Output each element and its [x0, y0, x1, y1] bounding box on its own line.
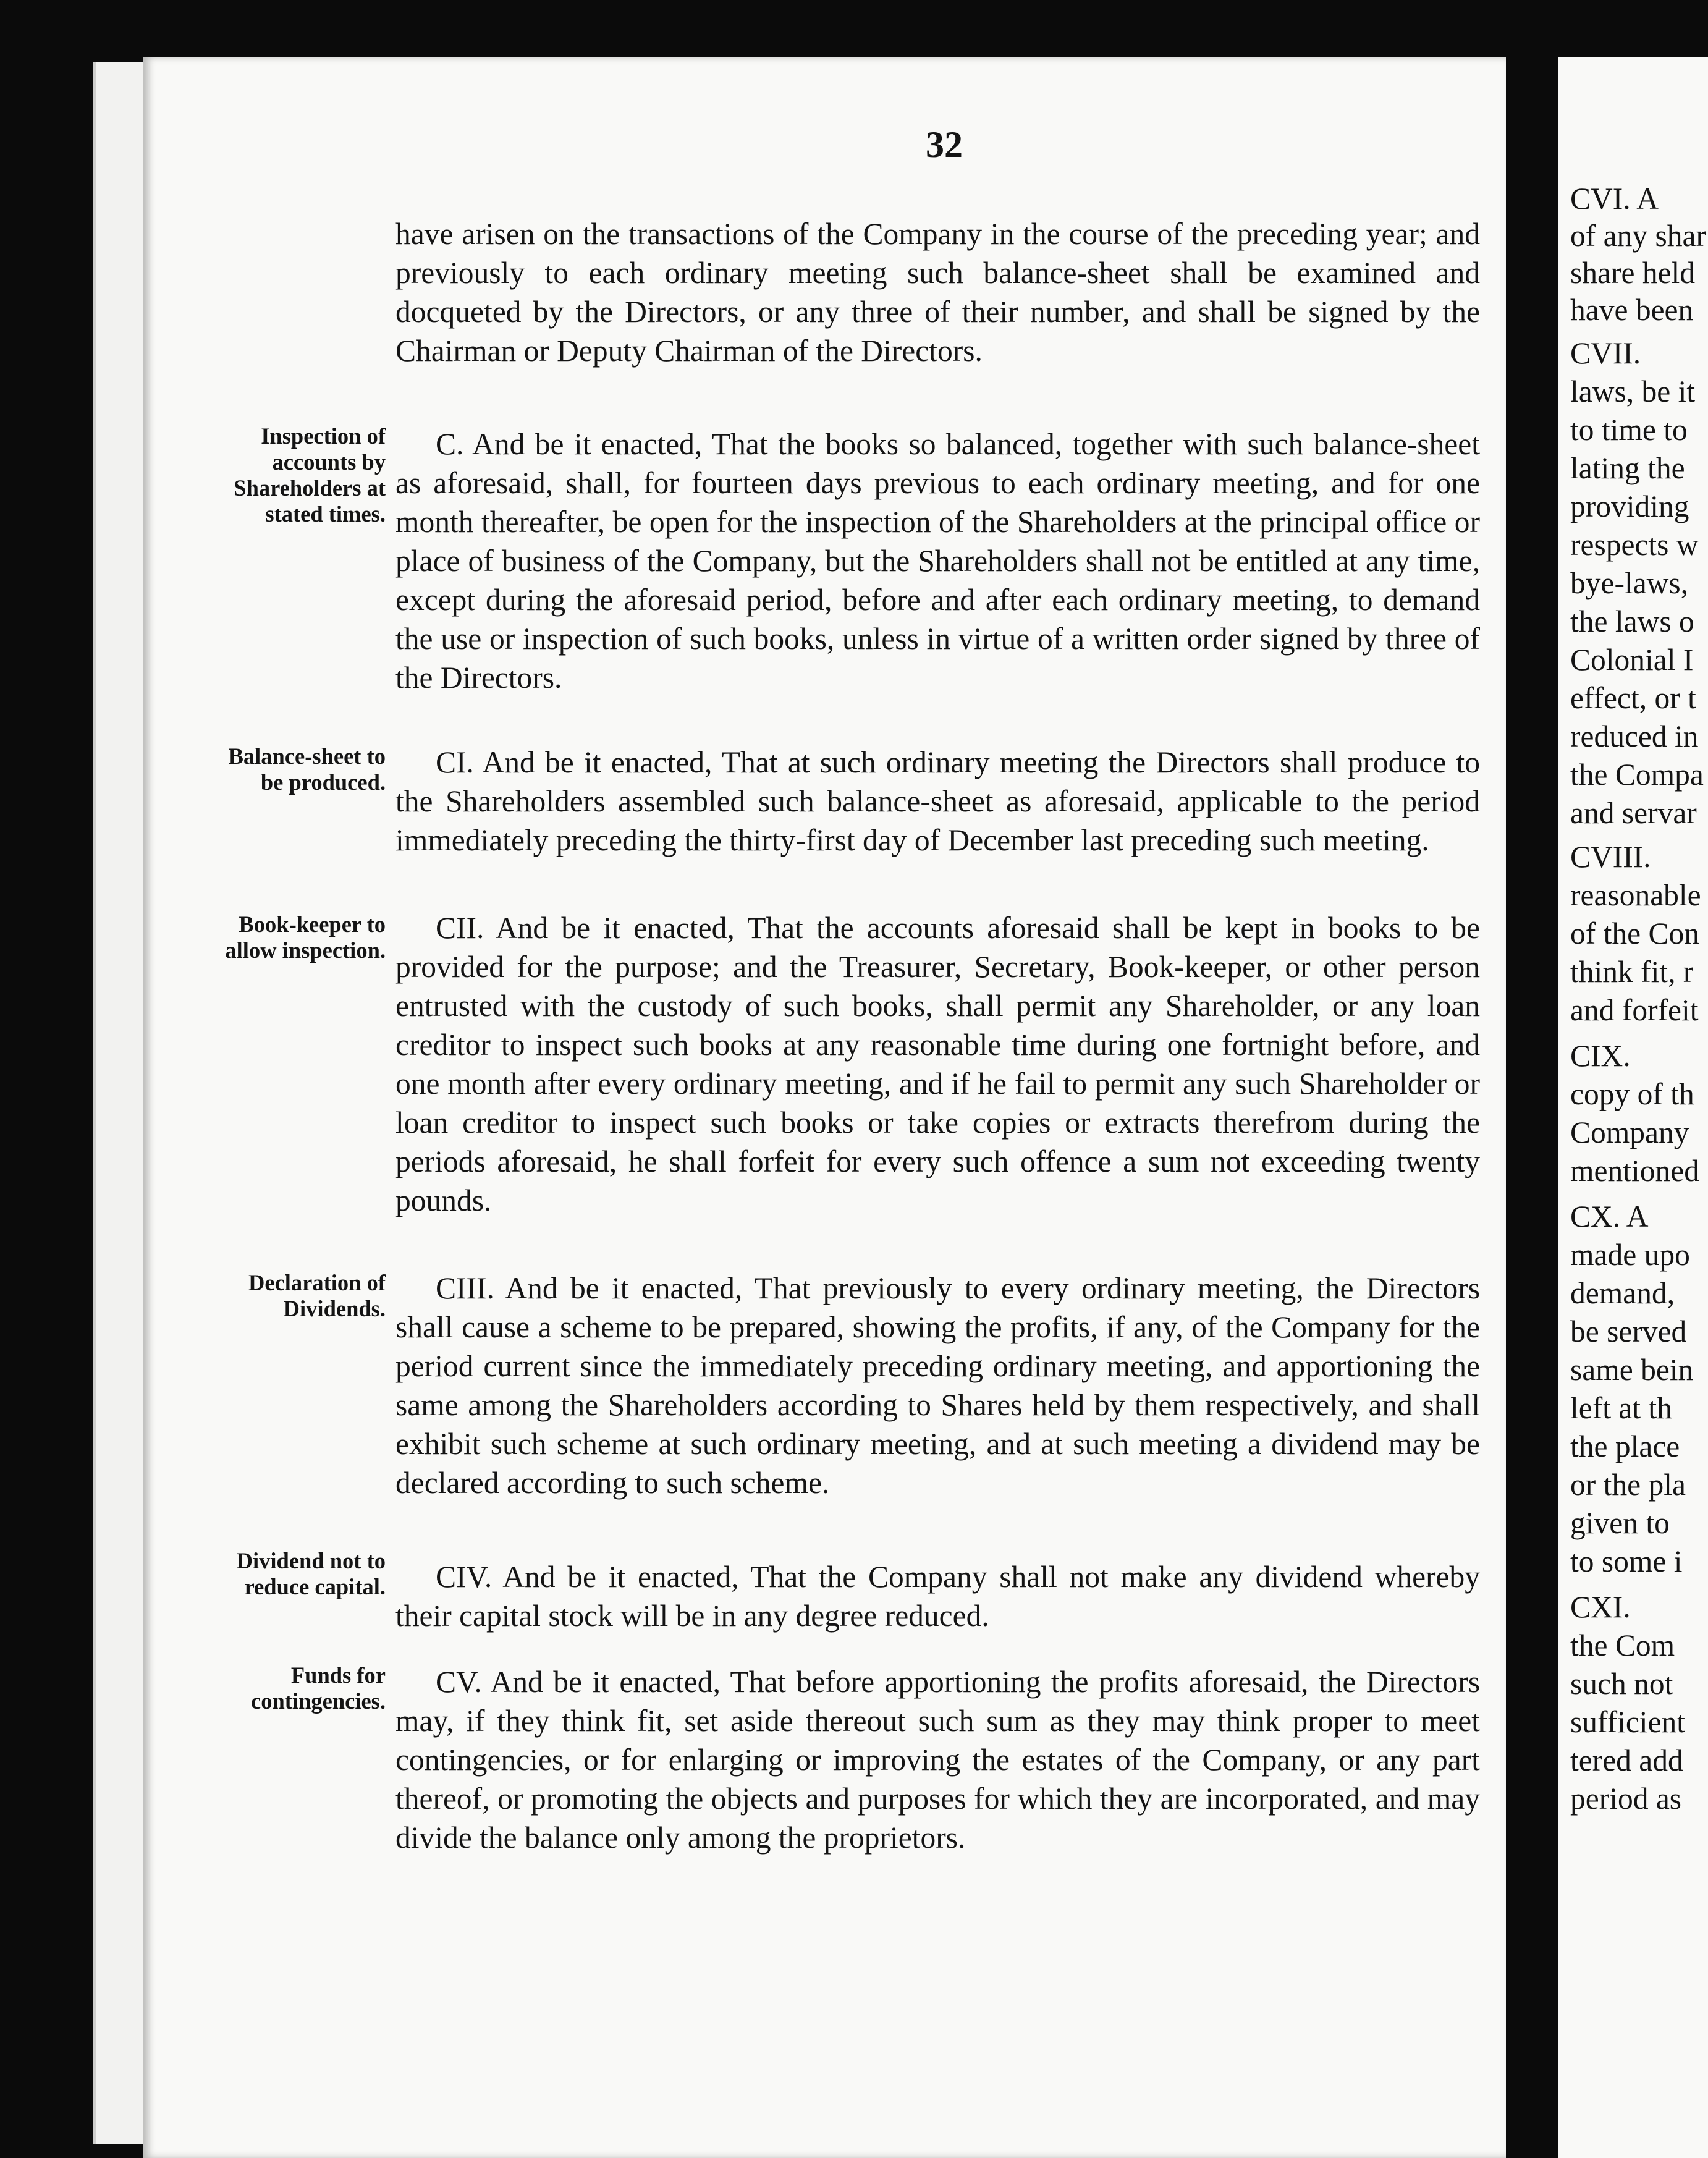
section-c-text: C. And be it enacted, That the books so balanced, together with such balance-sheet as aforesaid, shall, for fourteen days previous to each ordinary meeting, and for one month thereafter, be open for the inspection of the Shareholders at the principal office or place of business of the Company, but the Shareholders shall not be entitled at any time, except during the aforesaid period, before and after each ordinary meeting, to demand the use or inspection of such books, unless in virtue of a written order signed by three of the Directors.	[395, 427, 1480, 695]
right-page-line: Company	[1570, 1115, 1689, 1149]
right-page-line: and forfeit	[1570, 993, 1699, 1027]
section-cii-text: CII. And be it enacted, That the accounts aforesaid shall be kept in books to be provided for the purpose; and the Treasurer, Secretary, Book-keeper, or other person entrusted with the custody of such books, shall permit any Shareholder, or any loan creditor to inspect such books at any reasonable time during one fortnight before, and one month after every ordinary meeting, and if he fail to permit any such Shareholder or loan creditor to inspect such books or take copies or extracts therefrom during the periods aforesaid, he shall forfeit for every such offence a sum not exceeding twenty pounds.	[395, 911, 1480, 1217]
right-page-line: reasonable	[1570, 878, 1701, 912]
right-page-line: such not	[1570, 1667, 1673, 1701]
section-ci	[395, 743, 1480, 860]
right-page-line: CIX.	[1570, 1039, 1631, 1073]
right-page-line: bye-laws,	[1570, 566, 1689, 600]
right-page-line: and servar	[1570, 796, 1697, 830]
margin-note-c: Inspection of accounts by Shareholders at stated times.	[234, 423, 386, 527]
right-page-line: given to	[1570, 1506, 1670, 1540]
right-page-line: sufficient	[1570, 1705, 1686, 1739]
section-cv	[395, 1662, 1480, 1857]
right-page-line: providing	[1570, 489, 1689, 523]
right-page-line: respects w	[1570, 528, 1699, 562]
margin-note-cii: Book-keeper to allow inspection.	[225, 912, 386, 963]
right-page-line: to time to	[1570, 413, 1688, 447]
right-page-line: effect, or t	[1570, 681, 1696, 715]
right-page-line: mentioned	[1570, 1154, 1699, 1188]
right-page-line: same bein	[1570, 1353, 1694, 1387]
section-c	[395, 425, 1480, 697]
right-page-line: the laws o	[1570, 604, 1694, 638]
right-page-line: lating the	[1570, 451, 1685, 485]
right-page-line: tered add	[1570, 1743, 1683, 1777]
right-page-line: the place	[1570, 1429, 1680, 1463]
right-page-line: left at th	[1570, 1391, 1672, 1425]
right-page-line: think fit, r	[1570, 955, 1694, 989]
right-page-line: reduced in	[1570, 719, 1699, 753]
right-page-line: demand,	[1570, 1276, 1675, 1310]
right-page-line: or the pla	[1570, 1468, 1686, 1502]
right-page-line: made upo	[1570, 1238, 1690, 1272]
right-page-line: CVII.	[1570, 336, 1641, 370]
section-cii	[395, 908, 1480, 1220]
right-page	[1558, 57, 1708, 2158]
paragraph-text: have arisen on the transactions of the Company in the course of the preceding year; and previously to each ordinary meeting such balance-sheet shall be examined and docqueted by the Directors, or any three of their number, and shall be signed by the Chairman or Deputy Chairman of the Directors.	[395, 217, 1480, 368]
right-page-line: the Compa	[1570, 758, 1704, 792]
right-page-line: CVIII.	[1570, 840, 1651, 874]
right-page-line: CXI.	[1570, 1590, 1631, 1624]
right-page-line: of any shar	[1570, 219, 1706, 253]
section-ciii	[395, 1269, 1480, 1502]
right-page-line: the Com	[1570, 1628, 1675, 1662]
right-page-line: have been	[1570, 293, 1694, 327]
margin-note-ci: Balance-sheet to be produced.	[228, 743, 386, 795]
margin-note-civ: Dividend not to reduce capital.	[236, 1548, 386, 1599]
continued-paragraph	[395, 214, 1480, 370]
section-civ-text: CIV. And be it enacted, That the Company shall not make any dividend whereby their capital stock will be in any degree reduced.	[395, 1560, 1480, 1633]
right-page-line: CVI. A	[1570, 182, 1659, 216]
section-ciii-text: CIII. And be it enacted, That previously to every ordinary meeting, the Directors shall cause a scheme to be prepared, showing the profits, if any, of the Company for the period current since the immediately preceding ordinary meeting, and apportioning the same among the Shareholders according to Shares held by them respectively, and shall exhibit such scheme at such ordinary meeting, and at such meeting a dividend may be declared according to such scheme.	[395, 1271, 1480, 1500]
right-page-line: of the Con	[1570, 916, 1699, 950]
right-page-line: share held	[1570, 256, 1696, 290]
section-civ	[395, 1557, 1480, 1635]
margin-note-cv: Funds for contingencies.	[251, 1662, 386, 1714]
right-page-line: be served	[1570, 1314, 1687, 1348]
right-page-line: laws, be it	[1570, 374, 1696, 408]
right-page-line: CX. A	[1570, 1200, 1649, 1233]
margin-note-ciii: Declaration of Dividends.	[248, 1270, 386, 1321]
right-page-line: period as	[1570, 1782, 1682, 1816]
right-page-line: Colonial I	[1570, 643, 1694, 677]
page-number: 32	[926, 124, 963, 165]
section-cv-text: CV. And be it enacted, That before apportioning the profits aforesaid, the Directors may, if they think fit, set aside thereout such sum as they may think proper to meet contingencies, or for enlarging or improving the estates of the Company, or any part thereof, or promoting the objects and purposes for which they are incorporated, and may divide the balance only among the proprietors.	[395, 1665, 1480, 1855]
right-page-line: copy of th	[1570, 1077, 1694, 1111]
right-page-line: to some i	[1570, 1544, 1683, 1578]
section-ci-text: CI. And be it enacted, That at such ordinary meeting the Directors shall produce to the Shareholders assembled such balance-sheet as aforesaid, applicable to the period immediately preceding the thirty-first day of December last preceding such meeting.	[395, 745, 1480, 857]
